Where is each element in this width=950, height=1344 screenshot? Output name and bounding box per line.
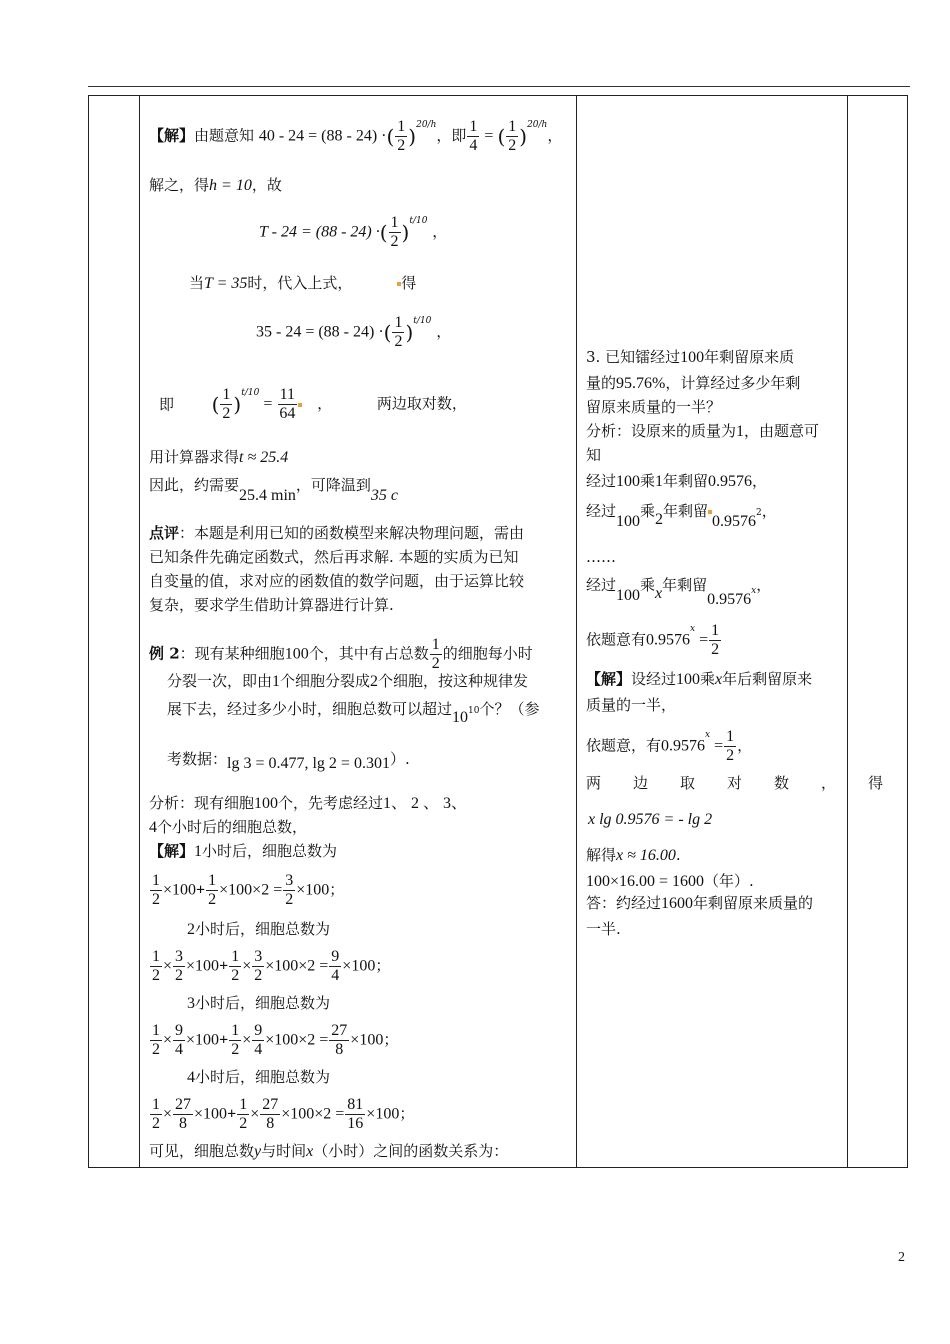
answer-line-2: 一半. — [586, 920, 621, 938]
fraction: $\frac{1}{2}$ — [222, 386, 231, 422]
ellipsis: …… — [586, 548, 616, 566]
hour2-eq: $\frac{1}{2}$ × $\frac{3}{2}$ ×100+ $\frac{1}{2}$ × $\frac{3}{2}$ ×100×2 = $\frac{9}{4}$ ×100； — [152, 948, 391, 984]
fraction: $\frac{1}{2}$ — [390, 214, 399, 250]
review-line-1: 点评：本题是利用已知的函数模型来解决物理问题，需由 — [149, 524, 525, 542]
equation: 40 - 24 = (88 - 24) · — [258, 127, 387, 145]
text: ，可降温到 — [295, 476, 371, 494]
example2-line-2: 分裂一次，即由1个细胞分裂成2个细胞，按这种规律发 — [167, 672, 529, 690]
after-100-line: 经过100乘1年剩留0.9576， — [586, 472, 768, 490]
log-equation: x lg 0.9576 = - lg 2 — [588, 811, 713, 828]
col-divider-3 — [847, 96, 848, 1167]
take-log-line: 两边取对数，得 — [586, 774, 916, 792]
solution-label: 【解】 — [149, 842, 195, 860]
T-formula-line: T - 24 = (88 - 24) ·( $\frac{1}{2}$ )$^{t/10}$ ， — [259, 214, 448, 250]
answer-line-1: 答：约经过1600年剩留原来质量的 — [586, 894, 814, 912]
solve-h-line — [149, 174, 282, 197]
text: 得 — [401, 274, 417, 292]
text: ，故 — [251, 176, 282, 194]
exponent: 20/h — [416, 120, 437, 130]
eq35-line: 35 - 24 = (88 - 24) ·( $\frac{1}{2}$ )$^{t/10}$ ， — [256, 314, 452, 350]
text: 时，代入上式， — [247, 274, 353, 292]
review-line-4: 复杂，要求学生借助计算器进行计算. — [149, 596, 394, 614]
equation: T = 35 — [204, 275, 248, 292]
equation: t ≈ 25.4 — [239, 449, 289, 466]
question3-line-1: 3. 已知镭经过100年剩留原来质 — [586, 348, 795, 366]
fraction: $\frac{1}{2}$ — [394, 314, 403, 350]
analysis-line-1: 分析：现有细胞100个，先考虑经过1、 2 、 3、 — [149, 794, 468, 812]
hour3-line: 3小时后，细胞总数为 — [187, 994, 331, 1012]
hence-line — [149, 474, 399, 504]
solution-line-2: 质量的一半， — [586, 696, 677, 714]
after-100x-line: 经过100乘x年剩留0.9576$^x$， — [586, 576, 772, 608]
fraction: $\frac{1}{2}$ — [431, 636, 440, 672]
exponent: t/10 — [413, 316, 432, 326]
hour4-line: 4小时后，细胞总数为 — [187, 1068, 331, 1086]
solution-label: 【解】 — [149, 126, 195, 145]
text: ，即 — [436, 126, 467, 145]
equation: T - 24 = (88 - 24) · — [259, 223, 380, 241]
text: 两边取对数， — [376, 394, 467, 413]
hour1-line: 【解】1小时后，细胞总数为 — [149, 842, 338, 860]
text: 当 — [189, 274, 205, 292]
example2-line-4: 考数据：lg 3 = 0.477, lg 2 = 0.301）. — [167, 750, 410, 772]
hour1-eq: $\frac{1}{2}$ ×100+ $\frac{1}{2}$ ×100×2 = $\frac{3}{2}$ ×100； — [152, 872, 345, 908]
text: 解之，得 — [149, 176, 210, 194]
hour2-line: 2小时后，细胞总数为 — [187, 920, 331, 938]
fraction: $\frac{1}{2}$ — [397, 118, 406, 154]
left-content-cell — [89, 96, 576, 1169]
right-content-cell — [576, 96, 916, 1169]
exponent: t/10 — [241, 388, 260, 398]
exponent: 20/h — [527, 120, 548, 130]
analysis-line-2: 知 — [586, 446, 602, 464]
calc-line — [149, 446, 288, 469]
example2-line-3: 展下去，经过多少小时，细胞总数可以超过$10^{10}$个？（参 — [167, 700, 540, 726]
by-condition-line: 依题意有$0.9576^x$ = $\frac{1}{2}$ — [586, 622, 720, 658]
by-condition-2: 依题意，有$0.9576^x$ = $\frac{1}{2}$ ， — [586, 728, 753, 764]
conclusion-line: 可见，细胞总数y与时间x（小时）之间的函数关系为： — [149, 1142, 509, 1160]
lesson-table — [88, 95, 916, 1168]
text: 用计算器求得 — [149, 448, 240, 466]
fraction: $\frac{11}{64}$ — [279, 386, 296, 422]
review-label: 点评 — [149, 524, 180, 542]
equation: h = 10 — [209, 177, 252, 194]
text: 因此，约需要 — [149, 476, 240, 494]
question3-line-2: 量的95.76%，计算经过多少年剩 — [586, 374, 801, 392]
review-line-2: 已知条件先确定函数式，然后再求解. 本题的实质为已知 — [149, 548, 519, 566]
solution-label: 【解】 — [586, 670, 632, 688]
solution-line-1: 【解】设经过100乘x年后剩留原来 — [586, 670, 813, 688]
exponent: t/10 — [409, 216, 428, 226]
solution-1-line: 【解】由题意知 40 - 24 = (88 - 24) ·( $\frac{1}{2}$ )$^{20/h}$，即 $\frac{1}{4}$ = ( $\frac{1}{2}$ )$^{20/h}$， — [149, 118, 563, 154]
ji-line: 即 ( $\frac{1}{2}$ )$^{t/10}$ = $\frac{11}{64}$ ， 两边取对数， — [159, 386, 467, 422]
fraction: $\frac{1}{2}$ — [508, 118, 517, 154]
years-line: 100×16.00 = 1600（年）. — [586, 872, 754, 890]
analysis-line-1: 分析：设原来的质量为1，由题意可 — [586, 422, 820, 440]
example-label: 例 2 — [149, 644, 180, 663]
review-line-3: 自变量的值，求对应的函数值的数学问题，由于运算比较 — [149, 572, 525, 590]
analysis-line-2: 4个小时后的细胞总数， — [149, 818, 308, 836]
hour3-eq: $\frac{1}{2}$ × $\frac{9}{4}$ ×100+ $\frac{1}{2}$ × $\frac{9}{4}$ ×100×2 = $\frac{27}{8}$ ×100； — [152, 1022, 399, 1058]
value: 35 c — [370, 487, 399, 504]
example2-line-1: 例 2：现有某种细胞100个，其中有占总数 $\frac{1}{2}$ 的细胞每小时 — [149, 636, 533, 672]
header-rule — [88, 86, 910, 87]
question3-line-3: 留原来质量的一半？ — [586, 398, 722, 416]
text: 即 — [159, 395, 175, 414]
value: 25.4 min — [239, 487, 296, 504]
fraction: $\frac{1}{4}$ — [469, 118, 478, 154]
text: 由题意知 — [194, 126, 255, 145]
hour4-eq: $\frac{1}{2}$ × $\frac{27}{8}$ ×100+ $\frac{1}{2}$ × $\frac{27}{8}$ ×100×2 = $\frac{81}{16}$ ×100； — [152, 1096, 415, 1132]
after-200-line: 经过100乘2年剩留0.9576$^2$， — [586, 502, 777, 530]
substitute-line — [189, 272, 416, 295]
solved-line: 解得x ≈ 16.00. — [586, 846, 681, 864]
page-number: 2 — [898, 1250, 905, 1265]
equation: 35 - 24 = (88 - 24) · — [256, 323, 384, 341]
